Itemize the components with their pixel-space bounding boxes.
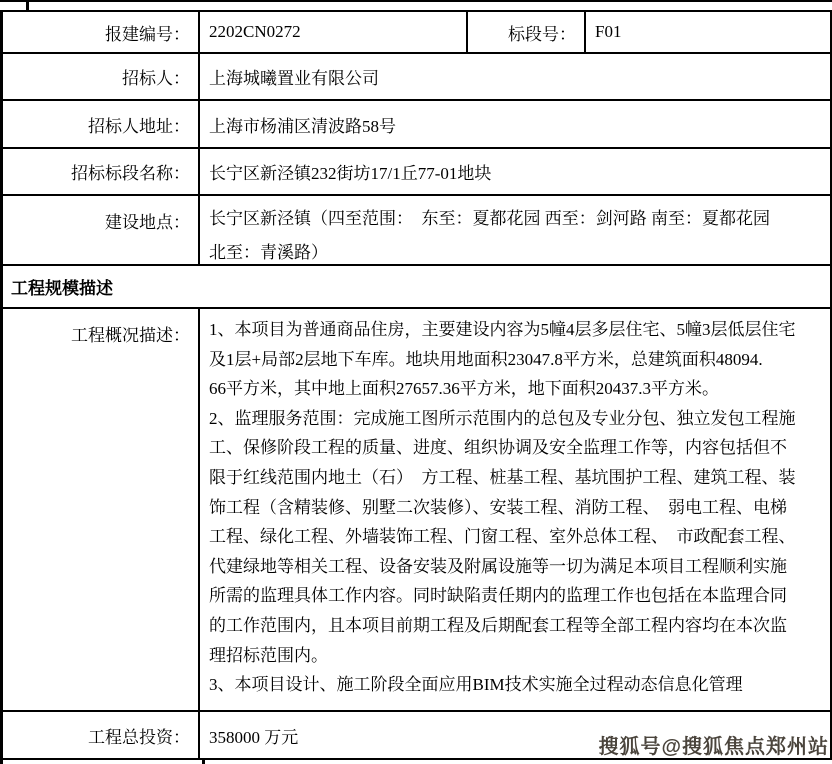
table-row-bid-section-name: [3, 149, 830, 196]
bid-section-name-value: 长宁区新泾镇232街坊17/1丘77-01地块: [209, 164, 492, 183]
bid-section-number-label: 标段号：: [468, 12, 586, 52]
section-header-project-scale: 工程规模描述: [3, 266, 830, 309]
overview-line: 1、本项目为普通商品住房，主要建设内容为5幢4层多层住宅、5幢3层低层住宅: [209, 320, 796, 339]
table-row-project-number: [3, 12, 830, 54]
next-row-divider: [202, 760, 205, 764]
project-number-label: 报建编号：: [3, 12, 200, 52]
table-row-project-overview: [3, 309, 830, 712]
overview-line: 限于红线范围内地土（石） 方工程、桩基工程、基坑围护工程、建筑工程、装: [209, 467, 796, 487]
construction-site-line2: 北至：青溪路）: [209, 243, 328, 262]
bid-section-number-value: F01: [595, 22, 622, 41]
total-investment-label: 工程总投资：: [3, 712, 200, 758]
overview-line: 代建绿地等相关工程、设备安装及附属设施等一切为满足本项目工程顺利实施: [209, 556, 787, 576]
overview-line: 及1层+局部2层地下车库。地块用地面积23047.8平方米，总建筑面积48094.: [209, 349, 763, 369]
construction-site-value: [200, 196, 830, 264]
tenderer-address-value: 上海市杨浦区清波路58号: [209, 116, 396, 136]
overview-line: 工程、绿化工程、外墙装饰工程、门窗工程、室外总体工程、 市政配套工程、: [209, 527, 796, 547]
construction-site-line1: 长宁区新泾镇（四至范围： 东至：夏都花园 西至：剑河路 南至：夏都花园: [209, 209, 770, 228]
overview-line: 所需的监理具体工作内容。同时缺陷责任期内的监理工作也包括在本监理合同: [209, 586, 787, 606]
total-investment-value: 358000 万元: [209, 727, 299, 747]
tender-info-table: [0, 10, 832, 760]
overview-line: 66平方米，其中地上面积27657.36平方米，地下面积20437.3平方米。: [209, 379, 719, 399]
overview-line: 3、本项目设计、施工阶段全面应用BIM技术实施全过程动态信息化管理: [209, 675, 743, 695]
table-row-tenderer-address: [3, 101, 830, 149]
bid-section-name-label: 招标标段名称：: [3, 149, 200, 194]
project-number-value: 2202CN0272: [200, 12, 468, 52]
overview-line: 理招标范围内。: [209, 645, 328, 665]
sohu-watermark: 搜狐号@搜狐焦点郑州站: [598, 736, 829, 758]
overview-line: 2、监理服务范围：完成施工图所示范围内的总包及专业分包、独立发包工程施: [209, 408, 796, 428]
tenderer-label: 招标人：: [3, 54, 200, 99]
overview-line: 工、保修阶段工程的质量、进度、组织协调及安全监理工作等，内容包括但不: [209, 438, 787, 458]
table-border-top-line: [0, 0, 832, 2]
construction-site-label: 建设地点：: [3, 196, 200, 264]
tenderer-value: 上海城曦置业有限公司: [209, 69, 379, 88]
overview-line: 的工作范围内，且本项目前期工程及后期配套工程等全部工程内容均在本次监: [209, 615, 787, 635]
previous-row-remnant: [0, 0, 832, 10]
tenderer-address-label: 招标人地址：: [3, 101, 200, 147]
next-row-remnant: [0, 760, 832, 764]
table-row-construction-site: [3, 196, 830, 266]
previous-row-divider: [26, 0, 29, 10]
overview-line: 饰工程（含精装修、别墅二次装修）、安装工程、消防工程、 弱电工程、电梯: [209, 497, 787, 517]
table-row-tenderer: [3, 54, 830, 101]
project-overview-label: 工程概况描述：: [3, 309, 200, 710]
table-left-border-remnant: [0, 760, 3, 764]
project-overview-value: [200, 309, 830, 710]
